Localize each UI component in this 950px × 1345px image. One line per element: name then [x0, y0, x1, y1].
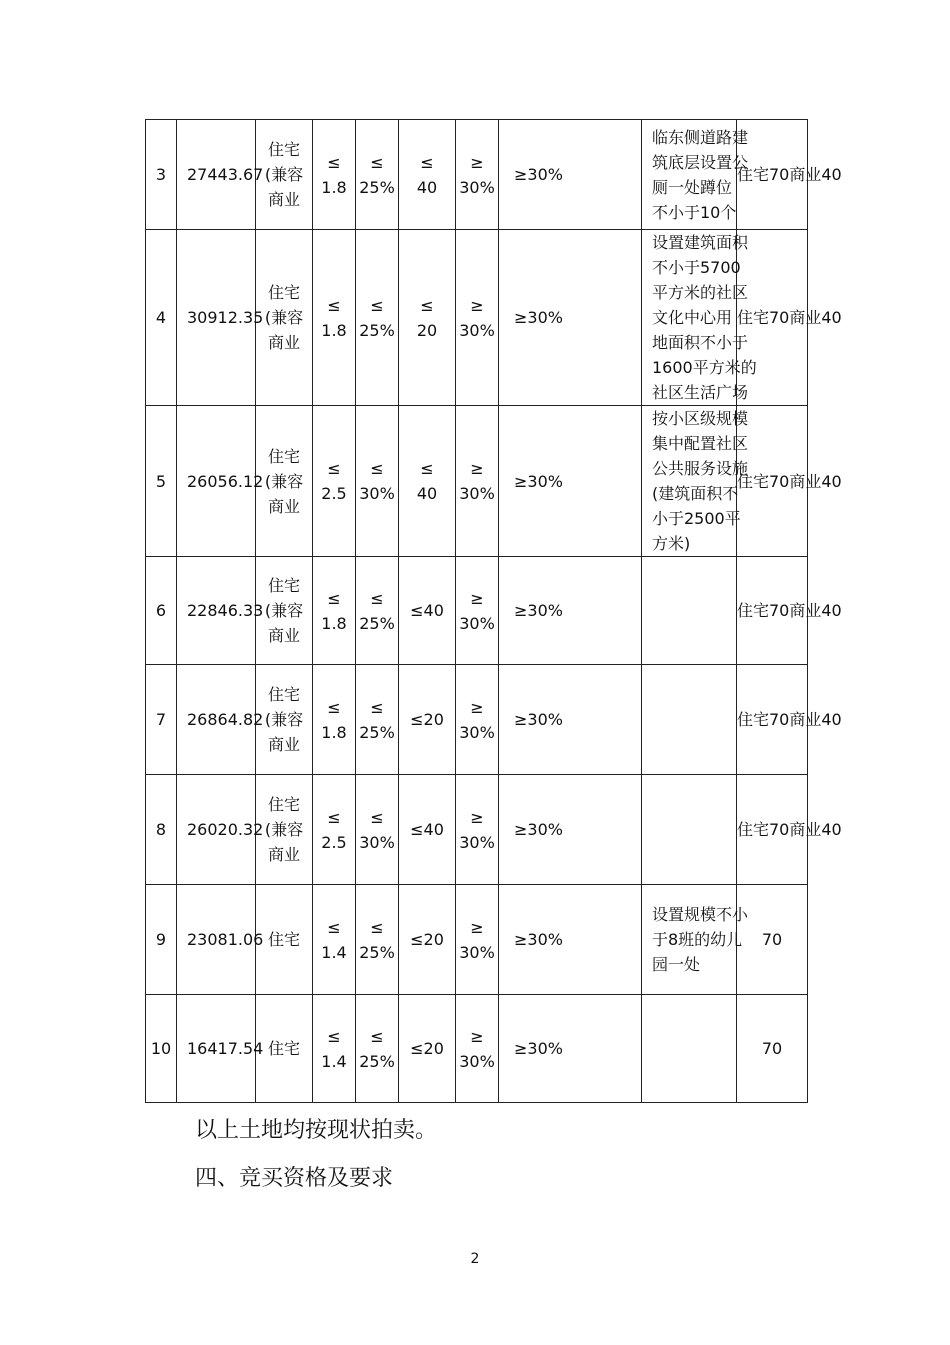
green-ratio-cell-line: 30% [459, 613, 495, 633]
building-density-cell-line: ≤ [370, 152, 384, 172]
use-term-cell-line: 商业40 [789, 471, 842, 491]
building-density-cell-line: ≤ [370, 807, 384, 827]
use-term-cell [737, 995, 808, 1103]
parcel-number-cell: 10 [146, 995, 177, 1103]
green-ratio-cell [456, 557, 499, 665]
height-limit-cell [399, 557, 456, 665]
plot-ratio-cell-line: ≤ [327, 295, 341, 315]
remarks-cell-line: 按小区级规模 [652, 409, 749, 428]
ratio-requirement-cell: ≥30% [499, 557, 642, 665]
land-area-cell: 27443.67 [177, 120, 256, 230]
green-ratio-cell-line: ≥ [470, 1026, 484, 1046]
land-use-cell [256, 885, 313, 995]
green-ratio-cell-line: ≥ [470, 295, 484, 315]
land-use-cell-line: (兼容 [264, 165, 304, 184]
building-density-cell [356, 995, 399, 1103]
ratio-requirement-cell: ≥30% [499, 406, 642, 557]
page-number: 2 [470, 1251, 480, 1267]
height-limit-cell [399, 885, 456, 995]
plot-ratio-cell [313, 885, 356, 995]
ratio-requirement-cell: ≥30% [499, 775, 642, 885]
use-term-cell [737, 885, 808, 995]
use-term-cell-line: 商业40 [789, 165, 842, 184]
remarks-cell [642, 406, 749, 557]
land-use-cell-line: (兼容 [264, 471, 304, 491]
remarks-cell [642, 557, 737, 665]
remarks-cell-line: 厕一处蹲位 [652, 177, 733, 197]
green-ratio-cell [456, 120, 499, 230]
remarks-cell-line: 不小于10个 [652, 202, 737, 222]
building-density-cell-line: ≤ [370, 588, 384, 608]
remarks-cell-line: 临东侧道路建 [652, 127, 749, 147]
green-ratio-cell-line: ≥ [470, 459, 484, 478]
height-limit-cell [399, 230, 456, 406]
building-density-cell [356, 665, 399, 775]
building-density-cell [356, 557, 399, 665]
plot-ratio-cell [313, 230, 356, 406]
parcel-number-cell: 3 [146, 120, 177, 230]
height-limit-cell-line: ≤20 [410, 930, 444, 949]
land-use-cell-line: (兼容 [264, 601, 304, 620]
green-ratio-cell-line: 30% [459, 177, 495, 197]
plot-ratio-cell-line: ≤ [327, 588, 341, 608]
ratio-requirement-cell: ≥30% [499, 995, 642, 1103]
land-area-cell: 26056.12 [177, 406, 256, 557]
plot-ratio-cell [313, 557, 356, 665]
remarks-cell-line: 园一处 [652, 955, 701, 974]
green-ratio-cell [456, 885, 499, 995]
land-use-cell-line: 商业 [267, 626, 300, 645]
plot-ratio-cell-line: 1.8 [321, 177, 347, 197]
land-use-cell [256, 120, 313, 230]
remarks-cell-line: 方米) [652, 534, 691, 553]
use-term-cell-line: 住宅70 [737, 471, 790, 491]
plot-ratio-cell-line: 1.4 [321, 1051, 347, 1071]
building-density-cell-line: 25% [359, 722, 395, 742]
green-ratio-cell [456, 406, 499, 557]
remarks-cell-line: 地面积不小于 [652, 333, 749, 352]
remarks-cell-line: 于8班的幼儿 [652, 930, 743, 949]
building-density-cell [356, 120, 399, 230]
plot-ratio-cell-line: ≤ [327, 459, 341, 478]
land-use-cell-line: 住宅 [267, 930, 300, 949]
land-use-cell-line: 住宅 [267, 283, 300, 302]
use-term-cell-line: 住宅70 [737, 601, 790, 620]
land-use-cell-line: (兼容 [264, 820, 304, 839]
building-density-cell-line: 30% [359, 832, 395, 852]
height-limit-cell-line: 40 [416, 484, 438, 503]
remarks-cell [642, 230, 757, 406]
land-use-cell [256, 557, 313, 665]
remarks-cell-line: 集中配置社区 [652, 434, 749, 453]
use-term-cell-line: 商业40 [789, 601, 842, 620]
plot-ratio-cell-line: ≤ [327, 917, 341, 937]
green-ratio-cell-line: ≥ [470, 588, 484, 608]
green-ratio-cell-line: ≥ [470, 917, 484, 937]
remarks-cell [642, 775, 737, 885]
remarks-cell-line: 1600平方米的 [652, 358, 757, 377]
section-heading-qualifications: 四、竞买资格及要求 [195, 1166, 394, 1191]
building-density-cell-line: ≤ [370, 697, 384, 717]
remarks-cell [642, 120, 749, 230]
building-density-cell-line: 25% [359, 320, 395, 340]
land-use-cell-line: (兼容 [264, 710, 304, 729]
building-density-cell [356, 885, 399, 995]
parcel-number-cell: 6 [146, 557, 177, 665]
ratio-requirement-cell: ≥30% [499, 885, 642, 995]
parcel-number-cell: 8 [146, 775, 177, 885]
table-row [146, 557, 808, 665]
land-use-cell-line: 住宅 [267, 446, 300, 466]
plot-ratio-cell-line: 1.8 [321, 613, 347, 633]
use-term-cell [737, 665, 842, 775]
remarks-cell [642, 995, 737, 1103]
remarks-cell-line: 筑底层设置公 [652, 152, 749, 172]
height-limit-cell [399, 775, 456, 885]
land-use-cell [256, 995, 313, 1103]
remarks-cell-line: 设置建筑面积 [652, 233, 749, 252]
green-ratio-cell-line: 30% [459, 722, 495, 742]
use-term-cell-line: 住宅70 [737, 710, 790, 729]
table-row [146, 775, 808, 885]
land-use-cell-line: 住宅 [267, 1039, 300, 1058]
remarks-cell-line: 社区生活广场 [652, 383, 749, 402]
plot-ratio-cell [313, 406, 356, 557]
land-use-cell-line: 住宅 [267, 140, 300, 159]
building-density-cell-line: 30% [359, 484, 395, 503]
plot-ratio-cell [313, 120, 356, 230]
use-term-cell [737, 775, 842, 885]
remarks-cell-line: 公共服务设施 [652, 459, 749, 478]
use-term-cell-line: 商业40 [789, 820, 842, 839]
height-limit-cell-line: 40 [416, 177, 438, 197]
use-term-cell-line: 70 [761, 930, 783, 949]
land-use-cell-line: 商业 [267, 735, 300, 754]
building-density-cell-line: 25% [359, 1051, 395, 1071]
plot-ratio-cell-line: 1.4 [321, 942, 347, 962]
plot-ratio-cell-line: 1.8 [321, 320, 347, 340]
land-use-cell-line: 商业 [267, 496, 300, 516]
use-term-cell-line: 70 [761, 1039, 783, 1058]
land-area-cell: 26864.82 [177, 665, 256, 775]
use-term-cell [737, 230, 842, 406]
use-term-cell [737, 406, 842, 557]
ratio-requirement-cell: ≥30% [499, 665, 642, 775]
remarks-cell-line: 设置规模不小 [652, 905, 749, 924]
height-limit-cell-line: ≤ [420, 295, 434, 315]
building-density-cell [356, 406, 399, 557]
green-ratio-cell-line: 30% [459, 942, 495, 962]
plot-ratio-cell-line: 2.5 [321, 484, 347, 503]
building-density-cell [356, 230, 399, 406]
plot-ratio-cell-line: ≤ [327, 152, 341, 172]
land-use-cell [256, 775, 313, 885]
table-row [146, 665, 808, 775]
green-ratio-cell-line: 30% [459, 1051, 495, 1071]
plot-ratio-cell [313, 995, 356, 1103]
land-area-cell: 16417.54 [177, 995, 256, 1103]
table-body [146, 120, 842, 1103]
height-limit-cell [399, 995, 456, 1103]
land-use-cell-line: 商业 [267, 333, 300, 352]
building-density-cell-line: 25% [359, 942, 395, 962]
plot-ratio-cell [313, 665, 356, 775]
land-use-cell-line: 商业 [267, 845, 300, 864]
land-use-cell-line: 商业 [267, 190, 300, 209]
height-limit-cell-line: ≤40 [410, 601, 444, 620]
land-use-cell-line: (兼容 [264, 308, 304, 327]
height-limit-cell [399, 406, 456, 557]
plot-ratio-cell-line: 1.8 [321, 722, 347, 742]
ratio-requirement-cell: ≥30% [499, 230, 642, 406]
use-term-cell-line: 住宅70 [737, 820, 790, 839]
height-limit-cell-line: ≤20 [410, 1039, 444, 1058]
land-use-cell-line: 住宅 [267, 795, 300, 814]
green-ratio-cell-line: 30% [459, 320, 495, 340]
remarks-cell-line: 文化中心用 [652, 308, 733, 327]
building-density-cell-line: ≤ [370, 459, 384, 478]
table-row [146, 230, 808, 406]
land-area-cell: 30912.35 [177, 230, 256, 406]
ratio-requirement-cell: ≥30% [499, 120, 642, 230]
remarks-cell [642, 665, 737, 775]
land-area-cell: 23081.06 [177, 885, 256, 995]
land-use-cell-line: 住宅 [267, 576, 300, 595]
land-use-cell [256, 230, 313, 406]
remarks-cell-line: (建筑面积不 [652, 484, 739, 503]
green-ratio-cell [456, 995, 499, 1103]
building-density-cell-line: 25% [359, 177, 395, 197]
green-ratio-cell [456, 665, 499, 775]
green-ratio-cell-line: ≥ [470, 807, 484, 827]
land-area-cell: 22846.33 [177, 557, 256, 665]
use-term-cell-line: 住宅70 [737, 165, 790, 184]
parcel-number-cell: 5 [146, 406, 177, 557]
green-ratio-cell-line: 30% [459, 484, 495, 503]
plot-ratio-cell [313, 775, 356, 885]
building-density-cell-line: ≤ [370, 295, 384, 315]
table-row [146, 120, 808, 230]
remarks-cell [642, 885, 749, 995]
use-term-cell-line: 商业40 [789, 308, 842, 327]
building-density-cell-line: ≤ [370, 917, 384, 937]
green-ratio-cell [456, 230, 499, 406]
height-limit-cell-line: ≤20 [410, 710, 444, 729]
use-term-cell-line: 商业40 [789, 710, 842, 729]
plot-ratio-cell-line: ≤ [327, 1026, 341, 1046]
height-limit-cell-line: ≤ [420, 459, 434, 478]
paragraph-auction-status: 以上土地均按现状拍卖。 [195, 1118, 438, 1143]
height-limit-cell-line: ≤40 [410, 820, 444, 839]
green-ratio-cell-line: ≥ [470, 152, 484, 172]
plot-ratio-cell-line: 2.5 [321, 832, 347, 852]
height-limit-cell-line: 20 [416, 320, 438, 340]
table-row [146, 995, 808, 1103]
use-term-cell [737, 557, 842, 665]
parcel-number-cell: 9 [146, 885, 177, 995]
remarks-cell-line: 小于2500平 [652, 509, 741, 528]
plot-ratio-cell-line: ≤ [327, 807, 341, 827]
building-density-cell-line: ≤ [370, 1026, 384, 1046]
height-limit-cell-line: ≤ [420, 152, 434, 172]
building-density-cell-line: 25% [359, 613, 395, 633]
land-parcel-table [145, 119, 842, 1103]
use-term-cell-line: 住宅70 [737, 308, 790, 327]
height-limit-cell [399, 120, 456, 230]
height-limit-cell [399, 665, 456, 775]
green-ratio-cell [456, 775, 499, 885]
land-use-cell [256, 665, 313, 775]
land-use-cell-line: 住宅 [267, 685, 300, 704]
table-row [146, 406, 808, 557]
table-row [146, 885, 808, 995]
green-ratio-cell-line: 30% [459, 832, 495, 852]
remarks-cell-line: 不小于5700 [652, 258, 741, 277]
building-density-cell [356, 775, 399, 885]
remarks-cell-line: 平方米的社区 [652, 283, 749, 302]
land-area-cell: 26020.32 [177, 775, 256, 885]
land-use-cell [256, 406, 313, 557]
plot-ratio-cell-line: ≤ [327, 697, 341, 717]
parcel-number-cell: 4 [146, 230, 177, 406]
green-ratio-cell-line: ≥ [470, 697, 484, 717]
parcel-number-cell: 7 [146, 665, 177, 775]
